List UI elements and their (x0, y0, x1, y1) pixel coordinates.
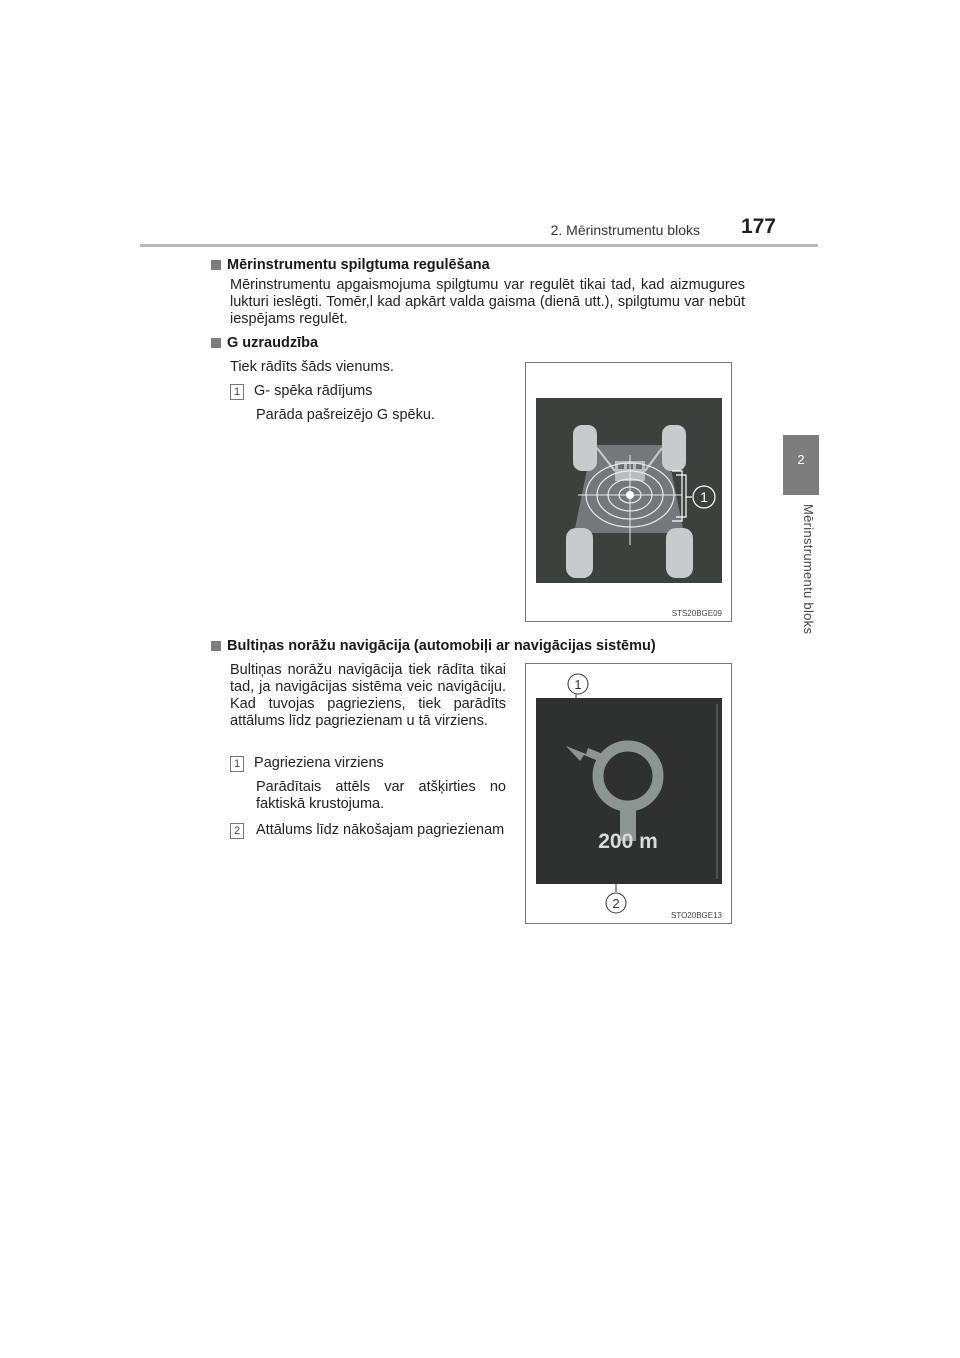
front-right-wheel-icon (662, 425, 686, 471)
g-force-dot (626, 491, 634, 499)
navigation-figure (525, 663, 732, 924)
gmonitor-intro: Tiek rādīts šāds vienums. (230, 359, 394, 375)
brightness-paragraph: Mērinstrumentu apgaismojuma spilgtumu var regulēt tikai tad, kad aizmugures lukturi ieslēgti. Tomēr,l kad apkārt valda gaisma (dienā utt.), spilgtumu var nebūt iespējams regulēt. (230, 277, 745, 327)
square-bullet-icon (211, 260, 221, 270)
page-number: 177 (740, 215, 776, 238)
gforce-illustration (526, 363, 731, 621)
item-number-badge: 1 (230, 756, 244, 772)
nav-screen (536, 698, 722, 884)
square-bullet-icon (211, 641, 221, 651)
gforce-figure (525, 362, 732, 622)
arrow-nav-item-2-badge-wrap (230, 822, 252, 839)
item-number-badge: 1 (230, 384, 244, 400)
navigation-illustration (526, 664, 731, 923)
square-bullet-icon (211, 338, 221, 348)
rear-right-wheel-icon (666, 528, 693, 578)
heading-text: Mērinstrumentu spilgtuma regulēšana (227, 257, 490, 273)
figure-code: STO20BGE13 (671, 911, 722, 920)
chapter-tab-number: 2 (797, 452, 805, 467)
heading-text: Bultiņas norāžu navigācija (automobiļi ar navigācijas sistēmu) (227, 638, 656, 654)
arrow-nav-item-1 (230, 755, 510, 772)
callout-2-label: 2 (612, 896, 620, 911)
running-header-title: 2. Mērinstrumentu bloks (550, 222, 700, 238)
arrow-nav-item-2-title: Attālums līdz nākošajam pagriezienam (256, 822, 505, 838)
item-title: G- spēka rādījums (254, 383, 373, 399)
section-heading-brightness (211, 257, 490, 273)
chapter-tab-label: Mērinstrumentu bloks (801, 504, 816, 635)
distance-readout: 200 m (598, 830, 658, 853)
item-number-badge: 2 (230, 823, 244, 839)
heading-text: G uzraudzība (227, 335, 319, 351)
header-rule (140, 244, 818, 247)
gmonitor-item-1 (230, 383, 510, 400)
arrow-nav-intro: Bultiņas norāžu navigācija tiek rādīta tikai tad, ja navigācijas sistēma veic navigāciju. Kad tuvojas pagrieziens, tiek parādīts attālums līdz pagriezienam u tā virziens. (230, 662, 506, 729)
section-heading-gmonitor (211, 335, 318, 351)
callout-1-label: 1 (574, 677, 582, 692)
gmonitor-item-1-desc: Parāda pašreizējo G spēku. (256, 407, 435, 423)
section-heading-arrow-nav (211, 638, 656, 654)
front-left-wheel-icon (573, 425, 597, 471)
item-title: Pagrieziena virziens (254, 755, 384, 771)
arrow-nav-item-1-desc: Parādītais attēls var atšķirties no faktiskā krustojuma. (256, 779, 506, 812)
callout-1-label: 1 (700, 489, 708, 505)
figure-code: STS20BGE09 (671, 609, 722, 618)
rear-left-wheel-icon (566, 528, 593, 578)
